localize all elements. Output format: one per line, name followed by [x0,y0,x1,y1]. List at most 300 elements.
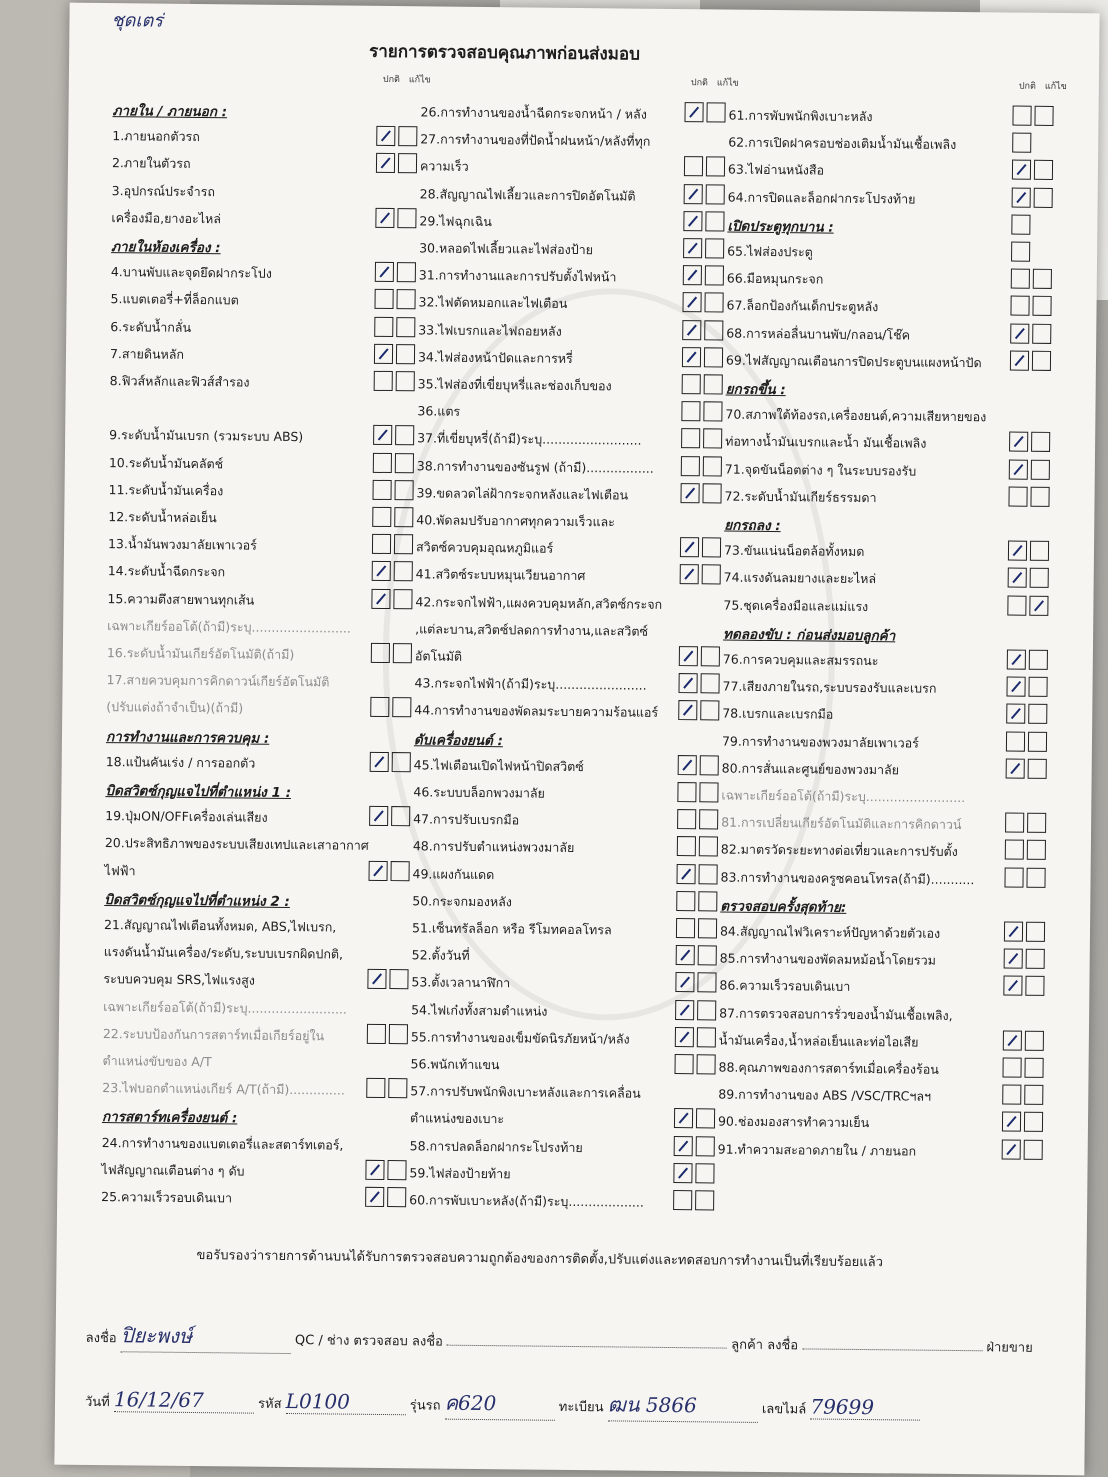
checkbox-fix[interactable] [1034,106,1053,126]
checklist-item-label: 19.ปุ่มON/OFFเครื่องเล่นเสียง [105,808,268,825]
checkbox-normal[interactable] [374,316,393,336]
checkbox-fix[interactable] [1028,731,1047,751]
checkbox-pair [675,972,716,992]
checkbox-fix[interactable] [392,697,411,717]
checkbox-pair [674,1054,715,1074]
checkbox-fix[interactable] [387,1187,406,1207]
checkbox-normal[interactable] [1011,214,1030,234]
checkbox-fix[interactable] [697,1000,716,1020]
checklist-item-label: 91.ทำความสะอาดภายใน / ภายนอก [717,1141,917,1159]
checkbox-normal[interactable] [1011,269,1030,289]
checkbox-fix[interactable] [394,534,413,554]
checkbox-fix[interactable] [702,565,721,585]
checkbox-fix[interactable] [1024,1112,1043,1132]
checkbox-pair [683,265,724,285]
checkbox-fix[interactable] [705,238,724,258]
checkbox-normal[interactable] [674,1108,693,1128]
checklist-item-label: 21.สัญญาณไฟเตือนทั้งหมด, ABS,ไฟเบรก, [103,917,337,935]
checkbox-pair [1003,1030,1044,1050]
checkbox-fix[interactable] [695,1163,714,1183]
checkbox-fix[interactable] [1024,1058,1043,1078]
checklist-item-label: 49.แผงกันแดด [412,865,495,882]
checkbox-pair [1011,242,1030,262]
checkbox-normal[interactable] [374,344,393,364]
checklist-item-label: 14.ระดับน้ำฉีดกระจก [107,563,226,580]
checkbox-pair [374,289,415,309]
checklist-item-label: 22.ระบบป้องกันการสตาร์ทเมื่อเกียร์อยู่ใน [102,1025,325,1044]
checkbox-fix[interactable] [698,864,717,884]
checklist-item-label: 73.ขันแน่นน็อตล้อทั้งหมด [723,542,865,560]
checkbox-fix[interactable] [1029,595,1048,615]
checklist-item-label: 35.ไฟส่องที่เขี่ยบุหรี่และช่องเก็บของ [417,376,612,394]
checkbox-fix[interactable] [394,561,413,581]
checkbox-normal[interactable] [676,918,695,938]
checkbox-normal[interactable] [1002,1057,1021,1077]
section-heading: การสตาร์ทเครื่องยนต์ : [101,1109,238,1127]
date-field[interactable] [114,1387,254,1413]
checkbox-fix[interactable] [700,755,719,775]
checkbox-normal[interactable] [369,860,388,880]
checklist-item-label: 60.การพับเบาะหลัง(ถ้ามี)ระบุ................... [409,1192,644,1210]
checkbox-normal[interactable] [681,456,700,476]
checkbox-normal[interactable] [1008,568,1027,588]
checkbox-pair [1008,568,1049,588]
checkbox-fix[interactable] [702,483,721,503]
checkbox-fix[interactable] [1029,650,1048,670]
checkbox-normal[interactable] [367,1024,386,1044]
checkbox-fix[interactable] [1025,1031,1044,1051]
checkbox-normal[interactable] [1007,595,1026,615]
section-heading: ทดลองขับ : ก่อนส่งมอบลูกค้า [723,626,896,645]
checkbox-pair [680,483,721,503]
checkbox-normal[interactable] [1010,296,1029,316]
checkbox-fix[interactable] [1031,432,1050,452]
checkbox-fix[interactable] [389,1024,408,1044]
checkbox-pair [1004,867,1045,887]
checkbox-pair [373,425,414,445]
checkbox-fix[interactable] [398,153,417,173]
checkbox-pair [676,945,717,965]
checkbox-pair [684,102,725,122]
checkbox-fix[interactable] [1025,976,1044,996]
checkbox-normal[interactable] [677,836,696,856]
checkbox-fix[interactable] [703,429,722,449]
qc-signature[interactable] [121,1319,291,1354]
checkbox-normal[interactable] [677,782,696,802]
checkbox-fix[interactable] [397,208,416,228]
section-heading: ภายในห้องเครื่อง : [111,239,221,257]
checkbox-normal[interactable] [679,646,698,666]
checkbox-fix[interactable] [702,537,721,557]
checkbox-normal[interactable] [674,1136,693,1156]
checklist-item-label: 4.บานพับและจุดยึดฝากระโปง [110,264,272,281]
checkbox-normal[interactable] [676,864,695,884]
checkbox-normal[interactable] [376,126,395,146]
checkbox-pair [374,316,415,336]
checkbox-normal[interactable] [678,673,697,693]
checkbox-normal[interactable] [1006,677,1025,697]
checkbox-normal[interactable] [682,320,701,340]
checkbox-pair [375,208,416,228]
checklist-item-label: เครื่องมือ,ยางอะไหล่ [111,209,222,227]
checkbox-fix[interactable] [1027,813,1046,833]
checkbox-normal[interactable] [1009,459,1028,479]
checkbox-pair [676,864,717,884]
plate-field[interactable] [608,1388,758,1423]
checklist-item-label: 9.ระดับน้ำมันเบรก (รวมระบบ ABS) [109,427,304,445]
checklist-item-label: 5.แบตเตอรี่+ที่ล็อกแบต [110,291,239,308]
checkbox-fix[interactable] [395,453,414,473]
header-fix-label: แก้ไข [716,78,739,89]
checkbox-normal[interactable] [375,208,394,228]
checklist-item-label: 25.ความเร็วรอบเดินเบา [101,1189,233,1206]
checkbox-fix[interactable] [397,262,416,282]
checkbox-normal[interactable] [372,480,391,500]
checkbox-normal[interactable] [373,452,392,472]
checkbox-normal[interactable] [1004,921,1023,941]
checklist-item-label: 10.ระดับน้ำมันคลัตช์ [108,454,224,471]
checkbox-pair [1006,677,1047,697]
checkbox-normal[interactable] [678,700,697,720]
checkbox-fix[interactable] [1032,351,1051,371]
checkbox-normal[interactable] [373,425,392,445]
checklist-item-label: 58.การปลดล็อกฝากระโปรงท้าย [409,1137,583,1155]
checkbox-fix[interactable] [1033,269,1052,289]
checkbox-normal[interactable] [372,561,391,581]
checklist-item-label: 54.ไฟเก๋งทั้งสามตำแหน่ง [411,1001,548,1019]
checklist-item-label: 38.การทำงานของซันรูฟ (ถ้ามี)................. [416,457,654,476]
checkbox-pair [1010,296,1051,316]
checkbox-normal[interactable] [684,184,703,204]
checkbox-normal[interactable] [683,265,702,285]
checkbox-pair [677,809,718,829]
checkbox-pair [372,507,413,527]
checkbox-fix[interactable] [699,782,718,802]
checkbox-normal[interactable] [676,891,695,911]
checkbox-fix[interactable] [388,1078,407,1098]
checkbox-normal[interactable] [365,1160,384,1180]
checkbox-fix[interactable] [1030,541,1049,561]
checkbox-fix[interactable] [696,1109,715,1129]
checkbox-normal[interactable] [1006,758,1025,778]
checkbox-pair [374,371,415,391]
checkbox-normal[interactable] [682,374,701,394]
checkbox-normal[interactable] [675,1000,694,1020]
checkbox-normal[interactable] [370,697,389,717]
checkbox-normal[interactable] [676,945,695,965]
checkbox-normal[interactable] [365,1187,384,1207]
checklist-item-label: 80.การสั่นและศูนย์ของพวงมาลัย [721,760,900,778]
checklist-item-label: ความเร็ว [419,158,469,175]
checkbox-fix[interactable] [1028,704,1047,724]
checkbox-fix[interactable] [396,289,415,309]
checkbox-pair [681,456,722,476]
checkbox-fix[interactable] [695,1190,714,1210]
checkbox-fix[interactable] [392,752,411,772]
checkbox-normal[interactable] [673,1190,692,1210]
checkbox-pair [372,534,413,554]
checklist-item-label: 48.การปรับตำแหน่งพวงมาลัย [412,838,575,856]
checkbox-normal[interactable] [1002,1085,1021,1105]
checkbox-normal[interactable] [1006,731,1025,751]
checkbox-fix[interactable] [706,157,725,177]
checkbox-fix[interactable] [393,643,412,663]
document-title: รายการตรวจสอบคุณภาพก่อนส่งมอบ [369,41,641,65]
checklist-item-label: 56.พนักเท้าแขน [410,1056,500,1073]
checkbox-normal[interactable] [681,428,700,448]
checkbox-fix[interactable] [704,320,723,340]
checklist-item-label: เฉพาะเกียร์ออโต้(ถ้ามี)ระบุ......................... [103,998,348,1017]
checkbox-fix[interactable] [1024,1085,1043,1105]
checklist-item-label: 55.การทำงานของเข็มขัดนิรภัยหน้า/หลัง [410,1029,630,1047]
checkbox-pair [684,184,725,204]
checkbox-fix[interactable] [394,480,413,500]
checklist-item-label: 89.การทำงานของ ABS /VSC/TRCฯลฯ [718,1086,932,1104]
checklist-item-label: แรงดันน้ำมันเครื่อง/ระดับ,ระบบเบรกผิดปกติ, [103,944,344,962]
checkbox-fix[interactable] [1026,867,1045,887]
checkbox-pair [682,347,723,367]
checkbox-fix[interactable] [698,891,717,911]
sales-signature[interactable] [802,1348,982,1351]
checkbox-normal[interactable] [680,564,699,584]
checkbox-fix[interactable] [705,211,724,231]
checklist-item-label: 69.ไฟสัญญาณเตือนการปิดประตูบนแผงหน้าปัด [725,352,982,371]
checkbox-fix[interactable] [1028,677,1047,697]
checkbox-normal[interactable] [366,1078,385,1098]
checkbox-fix[interactable] [697,973,716,993]
checkbox-normal[interactable] [673,1163,692,1183]
checkbox-normal[interactable] [1012,187,1031,207]
checkbox-normal[interactable] [1002,1139,1021,1159]
checkbox-normal[interactable] [1008,486,1027,506]
checkbox-fix[interactable] [1034,160,1053,180]
checklist-item-label: 34.ไฟส่องหน้าปัดและการหรี่ [417,349,573,366]
checkbox-normal[interactable] [684,156,703,176]
checkbox-normal[interactable] [372,534,391,554]
checklist-item-label: 85.การทำงานของพัดลมหม้อน้ำโดยรวม [719,950,936,968]
checkbox-normal[interactable] [1006,704,1025,724]
checklist-item-label: 74.แรงดันลมยางและยะไหล่ [723,569,877,587]
checkbox-normal[interactable] [1010,350,1029,370]
plate-label: ทะเบียน [558,1399,604,1416]
checklist-item-label: ท่อทางน้ำมันเบรกและน้ำ มันเชื้อเพลิง [725,433,927,452]
section-heading: เปิดประตูทุกบาน : [727,218,834,236]
checkbox-normal[interactable] [1004,949,1023,969]
checkbox-fix[interactable] [703,401,722,421]
checkbox-pair [1008,541,1049,561]
checkbox-normal[interactable] [370,752,389,772]
code-field[interactable] [286,1389,406,1415]
checklist-item-label: 78.เบรกและเบรกมือ [722,705,834,723]
checkbox-fix[interactable] [387,1160,406,1180]
checkbox-fix[interactable] [395,425,414,445]
checkbox-fix[interactable] [697,1027,716,1047]
checkbox-fix[interactable] [396,317,415,337]
checkbox-fix[interactable] [703,456,722,476]
checkbox-fix[interactable] [1026,949,1045,969]
checkbox-fix[interactable] [396,371,415,391]
checkbox-fix[interactable] [698,918,717,938]
checkbox-fix[interactable] [706,184,725,204]
checkbox-pair [370,752,411,772]
checkbox-normal[interactable] [1012,133,1031,153]
checkbox-pair [1012,106,1053,126]
checkbox-pair [683,211,724,231]
checkbox-fix[interactable] [398,126,417,146]
checklist-item-label: 90.ช่องมองสารทำความเย็น [717,1113,870,1131]
checkbox-fix[interactable] [704,374,723,394]
checkbox-normal[interactable] [1007,649,1026,669]
checkbox-fix[interactable] [696,1054,715,1074]
checkbox-pair [678,700,719,720]
checkbox-pair [1005,840,1046,860]
header-normal-label: ปกติ [1018,81,1036,92]
checkbox-fix[interactable] [700,673,719,693]
checkbox-normal[interactable] [371,588,390,608]
checkbox-fix[interactable] [704,347,723,367]
checkbox-pair [376,153,417,173]
checkbox-pair [366,1078,407,1098]
checkbox-fix[interactable] [396,344,415,364]
checkbox-normal[interactable] [1008,541,1027,561]
certification-text: ขอรับรองว่ารายการด้านบนได้รับการตรวจสอบความถูกต้องของการติดตั้ง,ปรับแต่งและทดสอบการทำงานเป็นที่เรียบร้อยแล้ว [196,1248,884,1271]
checkbox-normal[interactable] [674,1054,693,1074]
checkbox-fix[interactable] [698,945,717,965]
checkbox-normal[interactable] [367,969,386,989]
checkbox-pair [1002,1139,1043,1159]
checkbox-fix[interactable] [704,293,723,313]
checkbox-pair [1009,432,1050,452]
checkbox-normal[interactable] [684,102,703,122]
checklist-item-label: 84.สัญญาณไฟวิเคราะห์ปัญหาด้วยตัวเอง [719,923,941,941]
mileage-field[interactable] [810,1394,920,1420]
checkbox-normal[interactable] [680,483,699,503]
checkbox-normal[interactable] [683,238,702,258]
checkbox-normal[interactable] [376,153,395,173]
checklist-item-label: 87.การตรวจสอบการรั่วของน้ำมันเชื้อเพลิง, [719,1005,953,1023]
checkbox-normal[interactable] [375,262,394,282]
checkbox-fix[interactable] [1030,568,1049,588]
section-heading: บิดสวิตซ์กุญแจไปที่ตำแหน่ง 2 : [104,891,290,910]
checkbox-normal[interactable] [678,755,697,775]
checklist-item-label: 67.ล็อกป้องกันเด็กประตูหลัง [726,297,879,315]
checkbox-normal[interactable] [369,806,388,826]
checkbox-fix[interactable] [701,646,720,666]
checklist-item-label: ไฟสัญญาณเตือนต่าง ๆ ดับ [101,1161,245,1179]
checklist-item-label: เฉพาะเกียร์ออโต้(ถ้ามี)ระบุ......................... [107,617,351,636]
checkbox-fix[interactable] [391,861,410,881]
checkbox-normal[interactable] [1003,976,1022,996]
checkbox-normal[interactable] [683,211,702,231]
checkbox-fix[interactable] [1026,922,1045,942]
checkbox-fix[interactable] [1031,459,1050,479]
checkbox-normal[interactable] [372,507,391,527]
checklist-item-label: 45.ไฟเตือนเปิดไฟหน้าปิดสวิตซ์ [413,757,584,774]
checkbox-normal[interactable] [374,289,393,309]
checkbox-pair [680,564,721,584]
checkbox-fix[interactable] [699,809,718,829]
qc-label: QC / ช่าง ตรวจสอบ [294,1333,408,1350]
checkbox-pair [678,755,719,775]
checkbox-normal[interactable] [1012,106,1031,126]
checkbox-fix[interactable] [1032,323,1051,343]
checkbox-pair [367,969,408,989]
checkbox-normal[interactable] [1004,867,1023,887]
checkbox-fix[interactable] [1027,840,1046,860]
checkbox-pair [674,1136,715,1156]
checkbox-normal[interactable] [1009,432,1028,452]
model-field[interactable] [445,1387,555,1421]
checklist-item-label: 30.หลอดไฟเลี้ยวและไฟส่องป้าย [419,240,594,258]
checkbox-pair [1007,595,1048,615]
checklist-item-label: 20.ประสิทธิภาพของระบบเสียงเทปและเสาอากาศ [104,835,369,854]
checkbox-pair [1009,459,1050,479]
checkbox-fix[interactable] [1032,296,1051,316]
checkbox-fix[interactable] [700,701,719,721]
checkbox-normal[interactable] [675,1027,694,1047]
checkbox-pair [682,320,723,340]
checkbox-normal[interactable] [677,809,696,829]
checkbox-fix[interactable] [394,507,413,527]
checklist-item-label: 86.ความเร็วรอบเดินเบา [719,977,851,995]
checkbox-fix[interactable] [389,969,408,989]
checkbox-normal[interactable] [1002,1112,1021,1132]
checklist-item-label: 59.ไฟส่องป้ายท้าย [409,1165,511,1182]
checkbox-pair [1005,813,1046,833]
checklist-item-label: 8.ฟิวส์หลักและฟิวส์สำรอง [109,373,250,390]
column-2 [409,78,751,1210]
checkbox-normal[interactable] [682,347,701,367]
checklist-item-label: 40.พัดลมปรับอากาศทุกความเร็วและ [416,512,616,530]
checkbox-normal[interactable] [681,401,700,421]
checkbox-normal[interactable] [1010,323,1029,343]
checkbox-normal[interactable] [374,371,393,391]
checkbox-normal[interactable] [1012,160,1031,180]
checklist-item-label: 15.ความตึงสายพานทุกเส้น [107,590,255,608]
checkbox-normal[interactable] [371,643,390,663]
header-normal-label: ปกติ [382,74,400,86]
checkbox-normal[interactable] [675,972,694,992]
checkbox-normal[interactable] [1005,840,1024,860]
checkbox-fix[interactable] [1028,759,1047,779]
checkbox-fix[interactable] [1024,1139,1043,1159]
checkbox-fix[interactable] [699,837,718,857]
checkbox-fix[interactable] [705,266,724,286]
checkbox-normal[interactable] [1005,813,1024,833]
checkbox-pair [678,673,719,693]
checklist-item-label: 53.ตั้งเวลานาฬิกา [411,974,511,991]
checkbox-fix[interactable] [391,806,410,826]
checkbox-pair [675,1000,716,1020]
checkbox-pair [372,480,413,500]
checkbox-pair [365,1160,406,1180]
checkbox-normal[interactable] [1003,1030,1022,1050]
checkbox-pair [369,860,410,880]
column-3 [717,81,1067,1159]
checkbox-normal[interactable] [680,537,699,557]
checkbox-fix[interactable] [393,589,412,609]
checkbox-fix[interactable] [1030,487,1049,507]
checklist-item-label: 81.การเปลี่ยนเกียร์อัตโนมัติและการคิกดาวน์ [721,814,962,833]
checkbox-fix[interactable] [1034,187,1053,207]
customer-signature[interactable] [447,1345,727,1349]
section-heading: ตรวจสอบครั้งสุดท้าย: [720,898,847,916]
checklist-item-label: 65.ไฟส่องประตู [727,243,813,260]
checkbox-fix[interactable] [696,1136,715,1156]
checkbox-normal[interactable] [1011,242,1030,262]
checkbox-fix[interactable] [706,102,725,122]
checkbox-normal[interactable] [682,292,701,312]
